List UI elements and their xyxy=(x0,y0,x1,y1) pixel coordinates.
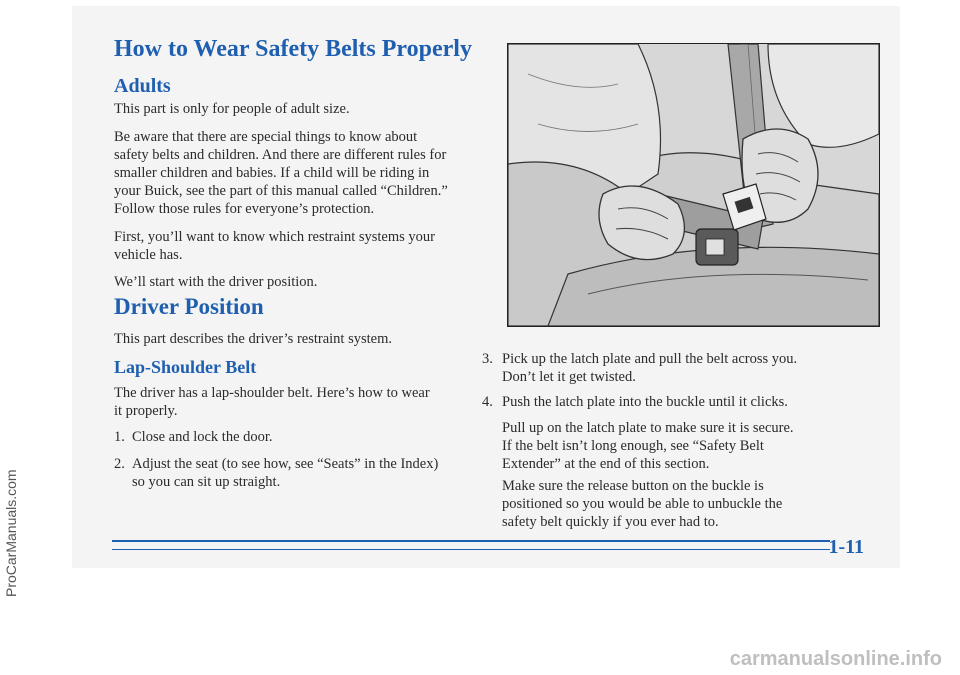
list-text xyxy=(132,455,438,491)
page-title: How to Wear Safety Belts Properly xyxy=(114,36,472,62)
list-item xyxy=(482,350,862,390)
list-item xyxy=(114,455,484,495)
text-line: smaller children and babies. If a child will be riding in xyxy=(114,165,430,181)
list-item xyxy=(482,393,862,413)
adults-heading: Adults xyxy=(114,75,171,97)
list-text xyxy=(502,350,797,386)
adults-paragraph-1: This part is only for people of adult size. xyxy=(114,101,350,117)
driver-position-heading: Driver Position xyxy=(114,294,264,319)
text-line: safety belts and children. And there are different rules for xyxy=(114,147,447,163)
text-line: Be aware that there are special things to know about xyxy=(114,129,418,145)
text-line: Pick up the latch plate and pull the belt across you. xyxy=(502,351,798,367)
list-number: 2. xyxy=(114,456,125,472)
list-number: 1. xyxy=(114,429,125,445)
lap-paragraph xyxy=(114,384,430,420)
list-number: 3. xyxy=(482,351,493,367)
text-line: If the belt isn’t long enough, see “Safety Belt xyxy=(502,438,764,454)
text-line: The driver has a lap-shoulder belt. Here’s how to wear xyxy=(114,385,430,401)
pull-up-paragraph xyxy=(502,419,794,473)
footer-rule-top xyxy=(112,540,830,542)
buckle-drawing xyxy=(508,44,879,326)
release-button-paragraph xyxy=(502,477,782,531)
footer-rule-bottom xyxy=(112,549,830,550)
adults-paragraph-4: We’ll start with the driver position. xyxy=(114,274,318,290)
adults-paragraph-3 xyxy=(114,228,435,264)
adults-paragraph-2 xyxy=(114,128,448,218)
text-line: Make sure the release button on the buckle is xyxy=(502,478,764,494)
text-line: First, you’ll want to know which restraint systems your xyxy=(114,229,435,245)
driver-paragraph: This part describes the driver’s restraint system. xyxy=(114,331,392,347)
text-line: Follow those rules for everyone’s protection. xyxy=(114,201,375,217)
lap-shoulder-heading: Lap-Shoulder Belt xyxy=(114,357,257,377)
text-line: Extender” at the end of this section. xyxy=(502,456,710,472)
text-line: safety belt quickly if you ever had to. xyxy=(502,514,719,530)
text-line: positioned so you would be able to unbuckle the xyxy=(502,496,783,512)
side-watermark: ProCarManuals.com xyxy=(3,469,19,597)
text-line: Pull up on the latch plate to make sure it is secure. xyxy=(502,420,794,436)
list-text: Close and lock the door. xyxy=(132,429,273,445)
safety-belt-illustration xyxy=(507,43,880,327)
list-number: 4. xyxy=(482,394,493,410)
list-text: Push the latch plate into the buckle until it clicks. xyxy=(502,394,788,410)
text-line: vehicle has. xyxy=(114,247,183,263)
page-number: 1-11 xyxy=(828,536,864,558)
text-line: your Buick, see the part of this manual called “Children.” xyxy=(114,183,448,199)
text-line: so you can sit up straight. xyxy=(132,474,281,490)
text-line: it properly. xyxy=(114,403,178,419)
text-line: Adjust the seat (to see how, see “Seats” in the Index) xyxy=(132,456,439,472)
list-item xyxy=(114,428,474,448)
footer-watermark: carmanualsonline.info xyxy=(729,648,942,670)
text-line: Don’t let it get twisted. xyxy=(502,369,636,385)
